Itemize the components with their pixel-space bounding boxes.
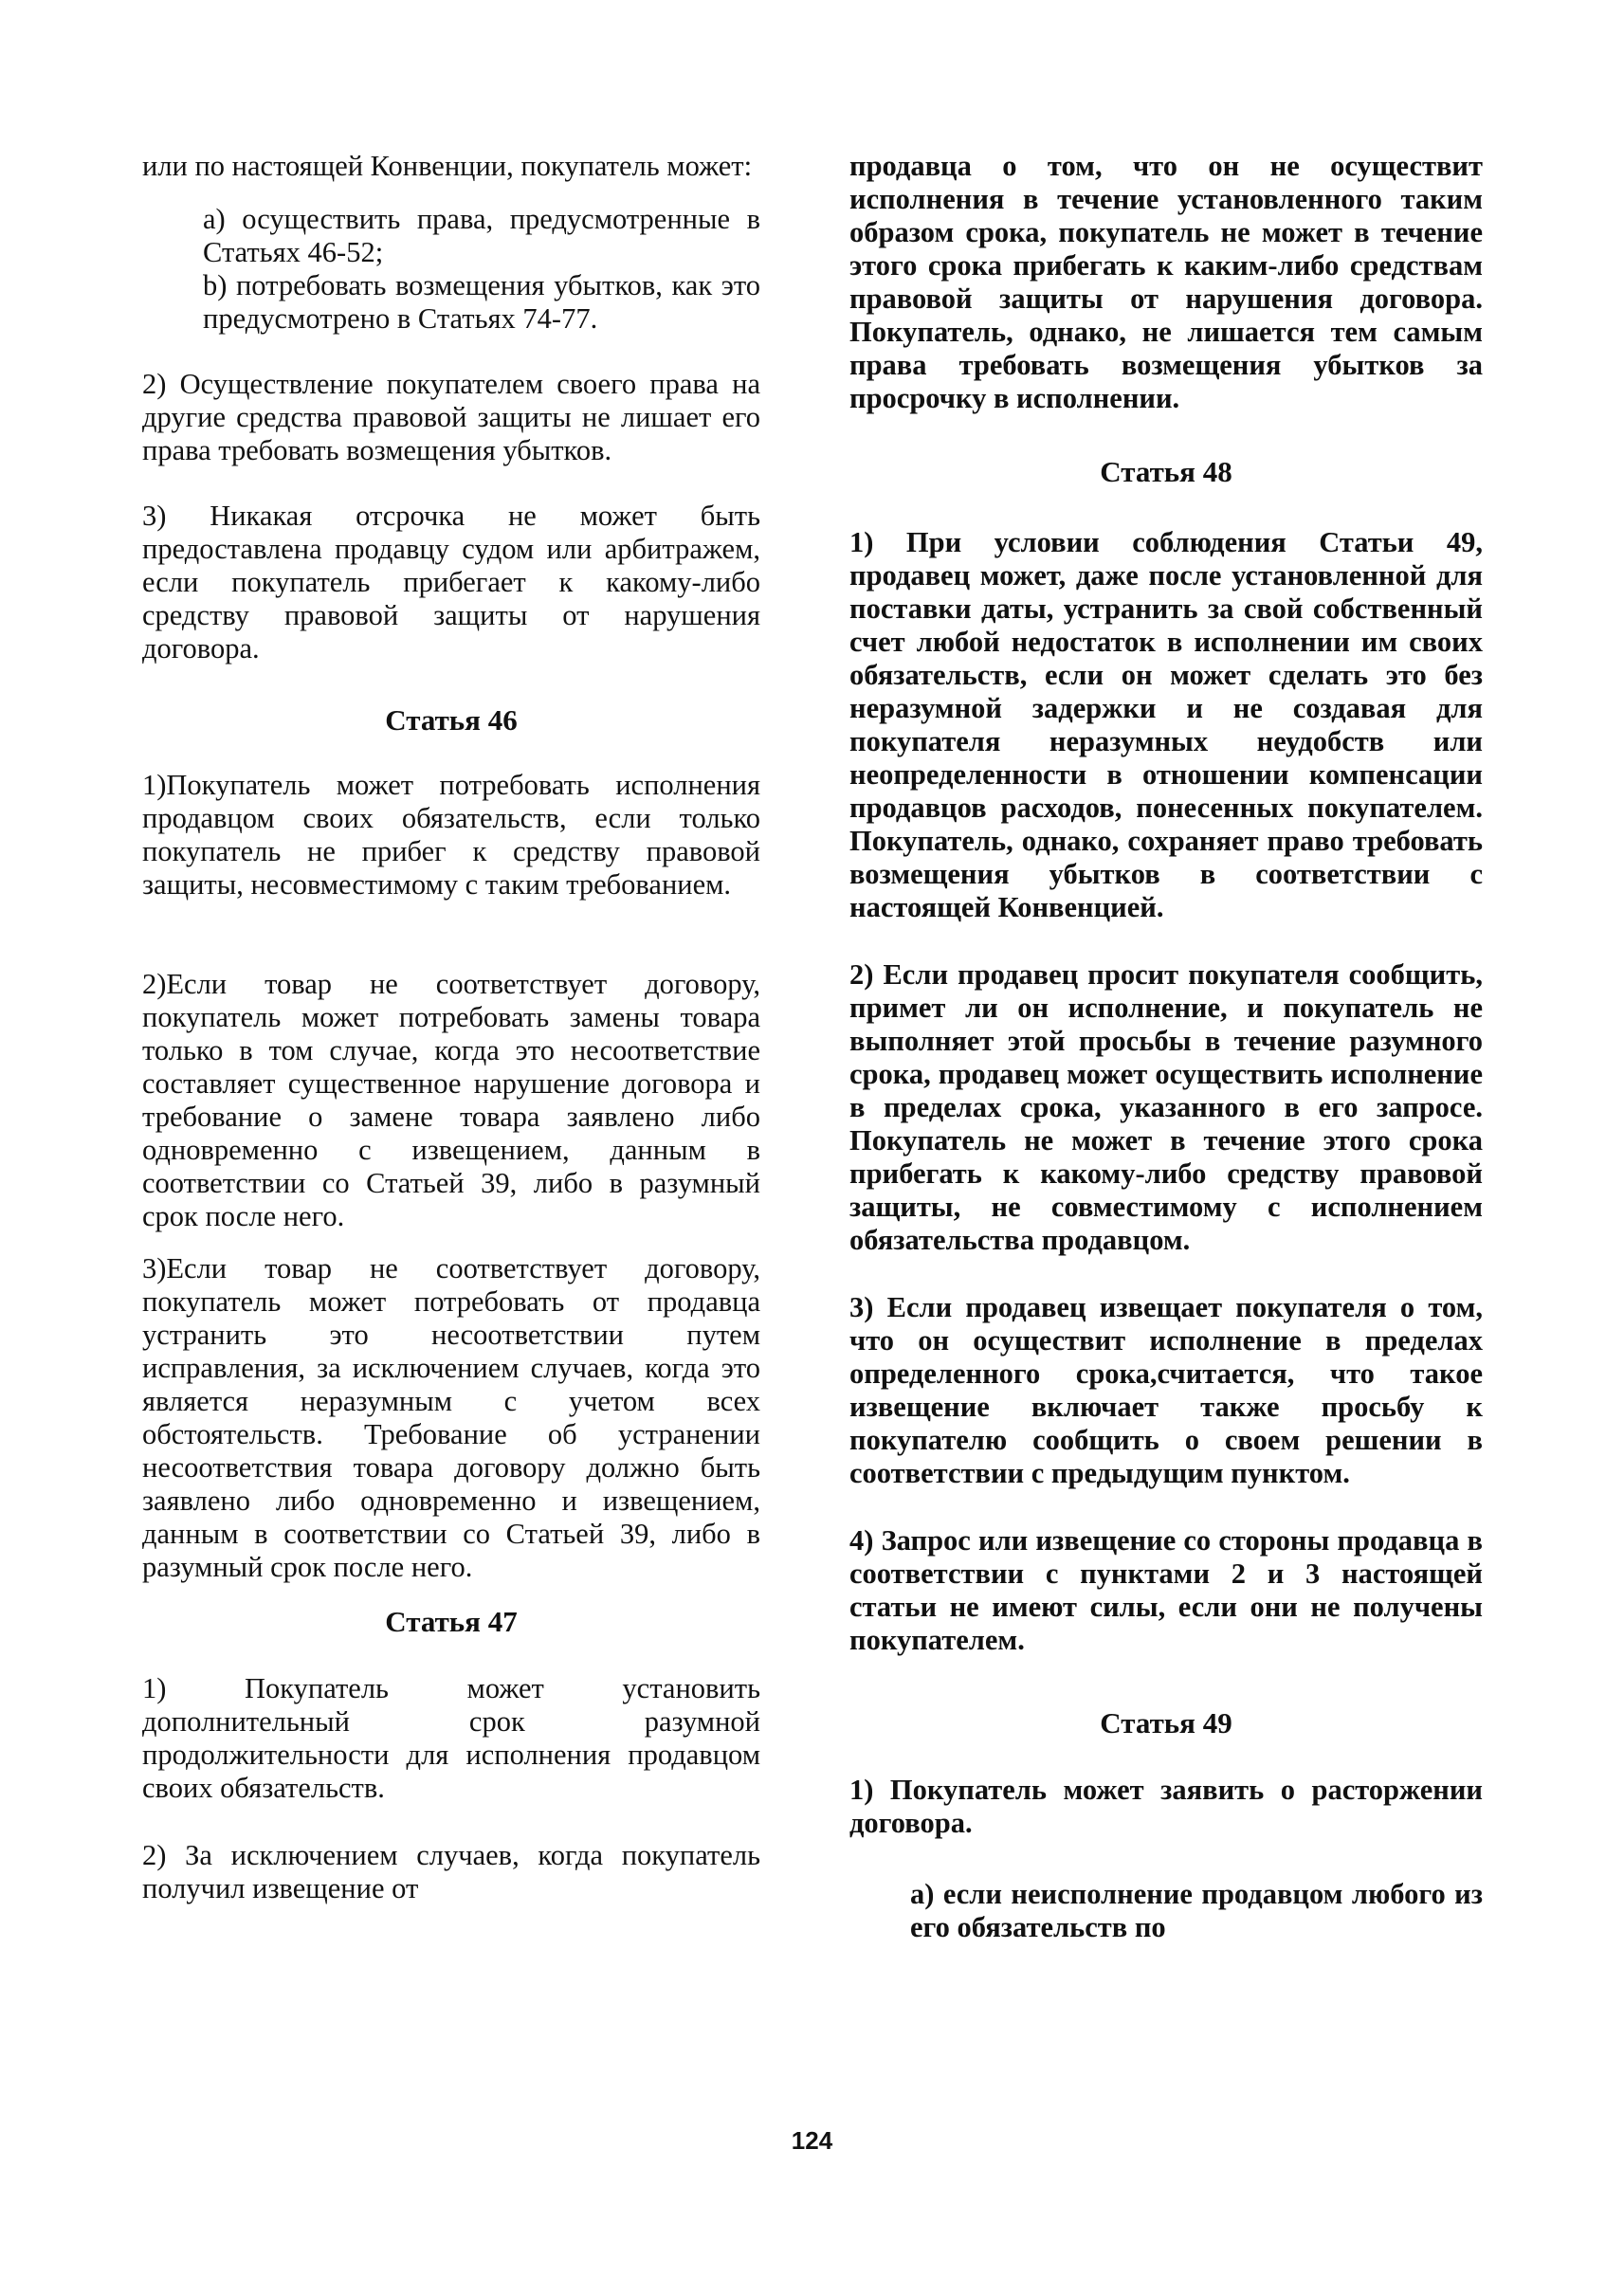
paragraph-46-2: 2)Если товар не соответствует договору, покупатель может потребовать замены товара только в том случае, когда это несоответствие составляет существенное нарушение договора и требование о замене товара заявлено либо одновременно с извещением, данным в соответствии со Статьей 39, либо в разумный срок после него. (142, 968, 760, 1232)
paragraph-47-1: 1) Покупатель может установить дополнительный срок разумной продолжительности для исполнения продавцом своих обязательств. (142, 1672, 760, 1804)
paragraph-49-1: 1) Покупатель может заявить о расторжении договора. (849, 1774, 1483, 1839)
paragraph-45-3: 3) Никакая отсрочка не может быть предоставлена продавцу судом или арбитражем, если покупатель прибегает к какому-либо средству правовой защиты от нарушения договора. (142, 500, 760, 665)
paragraph-48-3: 3) Если продавец извещает покупателя о том, что он осуществит исполнение в пределах определенного срока,считается, что такое извещение включает также просьбу к покупателю сообщить о своем решении в соответствии с предыдущим пунктом. (849, 1291, 1483, 1489)
paragraph-46-1: 1)Покупатель может потребовать исполнения продавцом своих обязательств, если только покупатель не прибег к средству правовой защиты, несовместимому с таким требованием. (142, 769, 760, 901)
page-number: 124 (791, 2126, 833, 2155)
paragraph-45-2: 2) Осуществление покупателем своего права на другие средства правовой защиты не лишает его права требовать возмещения убытков. (142, 368, 760, 466)
left-column (142, 150, 760, 1905)
right-column (849, 150, 1483, 1944)
heading-article-47: Статья 47 (385, 1605, 518, 1638)
paragraph-48-4: 4) Запрос или извещение со стороны продавца в соответствии с пунктами 2 и 3 настоящей статьи не имеют силы, если они не получены покупателем. (849, 1524, 1483, 1656)
paragraph-47-2-continued: продавца о том, что он не осуществит исполнения в течение установленного таким образом срока, покупатель не может в течение этого срока прибегать к каким-либо средствам правовой защиты от нарушения договора. Покупатель, однако, не лишается тем самым права требовать возмещения убытков за просрочку в исполнении. (849, 150, 1483, 414)
paragraph-47-2: 2) За исключением случаев, когда покупатель получил извещение от (142, 1839, 760, 1904)
paragraph-48-2: 2) Если продавец просит покупателя сообщить, примет ли он исполнение, и покупатель не выполняет этой просьбы в течение разумного срока, продавец может осуществить исполнение в пределах срока, указанного в его запросе. Покупатель не может в течение этого срока прибегать к какому-либо средству правовой защиты, не совместимому с исполнением обязательства продавцом. (849, 958, 1483, 1256)
list-item-49-1-a: a) если неисполнение продавцом любого из его обязательств по (910, 1878, 1483, 1943)
paragraph-48-1: 1) При условии соблюдения Статьи 49, продавец может, даже после установленной для поставки даты, устранить за свой собственный счет любой недостаток в исполнении им своих обязательств, если он может сделать это без неразумной задержки и не создавая для покупателя неразумных неудобств или неопределенности в отношении компенсации продавцов расходов, понесенных покупателем. Покупатель, однако, сохраняет право требовать возмещения убытков в соответствии с настоящей Конвенцией. (849, 526, 1483, 923)
heading-article-49: Статья 49 (1100, 1706, 1232, 1739)
heading-article-46: Статья 46 (385, 703, 518, 737)
heading-article-48: Статья 48 (1100, 455, 1232, 488)
paragraph-intro: или по настоящей Конвенции, покупатель может: (142, 150, 753, 182)
paragraph-46-3: 3)Если товар не соответствует договору, покупатель может потребовать от продавца устранить это несоответствии путем исправления, за исключением случаев, когда это является неразумным с учетом всех обстоятельств. Требование об устранении несоответствия товара договору должно быть заявлено либо одновременно и извещением, данным в соответствии со Статьей 39, либо в разумный срок после него. (142, 1252, 760, 1583)
list-item-a: a) осуществить права, предусмотренные в Статьях 46-52; (203, 203, 760, 268)
list-item-b: b) потребовать возмещения убытков, как это предусмотрено в Статьях 74-77. (203, 269, 760, 335)
